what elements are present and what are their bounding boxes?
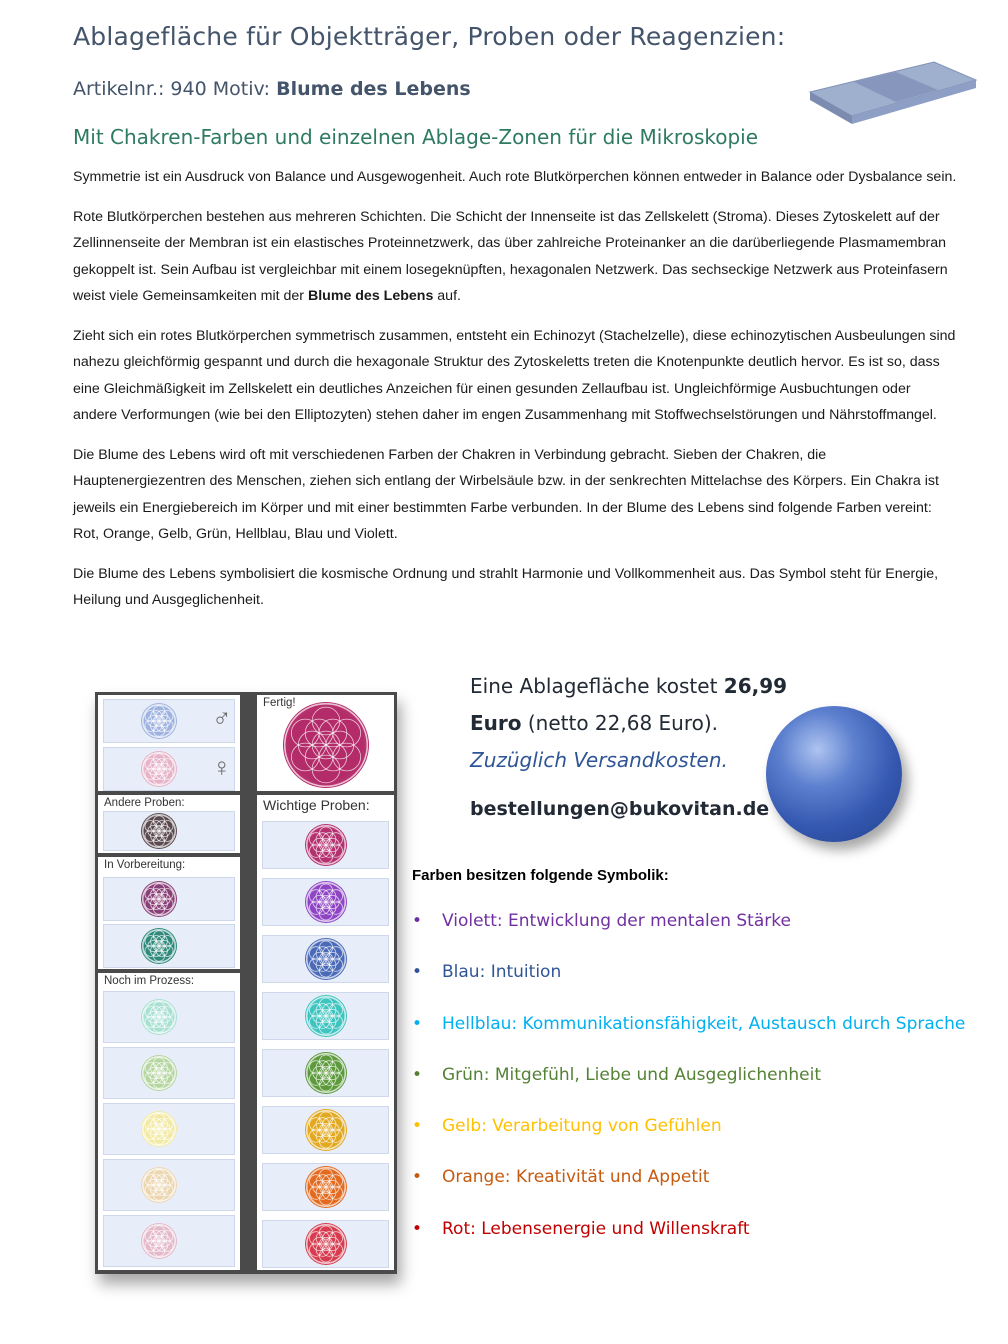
price-block: [470, 668, 788, 779]
article-prefix: Artikelnr.: 940 Motiv:: [73, 78, 277, 100]
shipping-note: Zuzüglich Versandkosten.: [470, 748, 728, 772]
flower-of-life-icon: [306, 1167, 346, 1207]
bullet-icon: •: [412, 1116, 423, 1137]
sphere-image: [766, 706, 902, 842]
flower-of-life-icon: [142, 1056, 176, 1090]
bullet-icon: •: [412, 1167, 423, 1188]
slide-tray-icon: [806, 58, 978, 130]
flower-pattern: [142, 814, 176, 848]
bullet-icon: •: [412, 1013, 423, 1034]
price-line-2: [470, 705, 770, 742]
bullet-icon: •: [412, 1218, 423, 1239]
flower-of-life-icon: [142, 929, 176, 963]
paragraph-2b: auf.: [433, 288, 461, 304]
cell-andere: [98, 795, 240, 853]
order-email[interactable]: bestellungen@bukovitan.de: [470, 798, 770, 820]
flower-of-life-icon: [306, 1224, 346, 1264]
body-text: [73, 164, 958, 627]
paragraph-2-bold: Blume des Lebens: [307, 288, 434, 304]
article-motif: Blume des Lebens: [276, 78, 471, 100]
symbolik-item: [412, 1065, 965, 1116]
symbolik-text: Grün: Mitgefühl, Liebe und Ausgeglichenheit: [442, 1064, 821, 1085]
flower-pattern: [306, 1224, 346, 1264]
symbolik-text: Orange: Kreativität und Appetit: [442, 1167, 710, 1188]
flower-pattern: [142, 1000, 176, 1034]
bullet-icon: •: [412, 1064, 423, 1085]
sample-slot: [262, 992, 389, 1040]
sample-slot: [262, 935, 389, 983]
label-vorbereitung: In Vorbereitung:: [104, 859, 186, 871]
flower-of-life-icon: [142, 752, 176, 786]
cell-wichtig: [257, 795, 394, 1270]
flower-pattern: [142, 1112, 176, 1146]
flower-pattern: [142, 882, 176, 916]
flower-of-life-icon: [142, 1112, 176, 1146]
paragraph-chakren: Die Blume des Lebens wird oft mit verschiedenen Farben der Chakren in Verbindung gebracht. Sieben der Chakren, die Hauptenergiezentren des Menschen, ziehen sich entlang der Wirbelsäule bzw. in der senkrechten Mittelachse des Körpers. Ein Chakra ist jeweils ein Energiebereich im Körper und mit einer bestimmten Farbe verbunden. In der Blume des Lebens sind folgende Farben vereint: Rot, Orange, Gelb, Grün, Hellblau, Blau und Violett.: [73, 446, 939, 542]
symbolik-item: [412, 911, 965, 962]
male-icon: ♂: [212, 702, 232, 732]
flower-of-life-icon: [142, 704, 176, 738]
sample-slot: [103, 699, 235, 743]
symbolik-item: [412, 1014, 965, 1065]
label-fertig: Fertig!: [263, 697, 296, 709]
symbolik-text: Violett: Entwicklung der mentalen Stärke: [442, 911, 791, 931]
sample-slot: [103, 811, 235, 851]
price-currency: Euro: [470, 711, 522, 735]
flower-pattern: [142, 704, 176, 738]
symbolik-item: [412, 962, 965, 1013]
sample-slot: [103, 991, 235, 1043]
cell-fertig: [257, 695, 394, 791]
tray-image: [95, 692, 397, 1274]
flower-of-life-icon: [306, 1053, 346, 1093]
flower-of-life-icon: [306, 939, 346, 979]
sample-slot: [262, 1220, 389, 1268]
symbolik-item: [412, 1219, 965, 1270]
subtitle: Mit Chakren-Farben und einzelnen Ablage-Zonen für die Mikroskopie: [73, 125, 759, 149]
cell-vorbereitung: [98, 857, 240, 969]
cell-prozess: [98, 973, 240, 1270]
flower-of-life-icon: [142, 882, 176, 916]
flower-pattern: [306, 1110, 346, 1150]
flower-of-life-icon: [142, 1168, 176, 1202]
flower-pattern: [306, 996, 346, 1036]
article-number: [73, 78, 471, 100]
symbolik-text: Gelb: Verarbeitung von Gefühlen: [442, 1116, 722, 1137]
flower-pattern: [306, 1053, 346, 1093]
sample-slot: [262, 1049, 389, 1097]
flower-pattern: [306, 825, 346, 865]
flower-pattern: [142, 929, 176, 963]
sample-slot: [103, 747, 235, 791]
flower-pattern: [142, 752, 176, 786]
price-prefix: Eine Ablagefläche kostet: [470, 674, 724, 698]
flower-pattern: [306, 1167, 346, 1207]
flower-of-life-icon: [306, 882, 346, 922]
flower-of-life-icon: [142, 1000, 176, 1034]
flower-pattern: [142, 1224, 176, 1258]
paragraph-symmetrie: Symmetrie ist ein Ausdruck von Balance und Ausgewogenheit. Auch rote Blutkörperchen können entweder in Balance oder Dysbalance sein.: [73, 169, 957, 185]
sample-slot: [103, 924, 235, 968]
bullet-icon: •: [412, 911, 423, 931]
paragraph-blutkoerperchen: [73, 204, 958, 310]
paragraph-symbol: Die Blume des Lebens symbolisiert die kosmische Ordnung und strahlt Harmonie und Vollkommenheit aus. Das Symbol steht für Energie, Heilung und Ausgeglichenheit.: [73, 565, 939, 608]
bullet-icon: •: [412, 962, 423, 983]
price-netto: (netto 22,68 Euro).: [521, 711, 719, 735]
symbolik-item: [412, 1116, 965, 1167]
label-prozess: Noch im Prozess:: [104, 975, 195, 987]
paragraph-echinozyt: Zieht sich ein rotes Blutkörperchen symmetrisch zusammen, entsteht ein Echinozyt (Stachelzelle), diese echinozytischen Ausbeulungen sind nahezu gleichförmig gespannt und durch die hexagonale Struktur des Zytoskeletts treten die Knotenpunkte deutlich hervor. Es ist so, dass eine Gleichmäßigkeit im Zellskelett ein deutliches Anzeichen für einen gesunden Zellaufbau ist. Ungleichförmige Ausbuchtungen oder andere Verformungen (wie bei den Elliptozyten) stehen daher im engen Zusammenhang mit Stoffwechselstörungen und Nährstoffmangel.: [73, 327, 956, 423]
sample-slot: [262, 1106, 389, 1154]
flower-of-life-icon: [306, 825, 346, 865]
sample-slot: [262, 1163, 389, 1211]
flower-of-life-icon: [306, 1110, 346, 1150]
cell-gender: [98, 695, 240, 791]
label-andere: Andere Proben:: [104, 797, 185, 809]
female-icon: ♀: [212, 752, 232, 782]
sample-slot: [262, 821, 389, 869]
flower-of-life-icon: [306, 996, 346, 1036]
tray-grid: [95, 692, 397, 1274]
symbolik-text: Hellblau: Kommunikationsfähigkeit, Austausch durch Sprache: [442, 1013, 966, 1034]
sample-slot: [103, 877, 235, 921]
symbolik-list: [412, 911, 965, 1270]
sample-slot: [103, 1103, 235, 1155]
label-wichtig: Wichtige Proben:: [263, 797, 370, 813]
sample-slot: [103, 1047, 235, 1099]
sample-slot: [103, 1215, 235, 1267]
symbolik-item: [412, 1167, 965, 1218]
flower-pattern: [142, 1168, 176, 1202]
symbolik-text: Rot: Lebensenergie und Willenskraft: [442, 1218, 750, 1239]
flower-pattern: [306, 882, 346, 922]
page-title: Ablagefläche für Objektträger, Proben oder Reagenzien:: [73, 22, 786, 51]
price-value: 26,99: [723, 674, 788, 698]
flower-of-life-icon: [284, 703, 368, 787]
sample-slot: [103, 1159, 235, 1211]
price-line-1: [470, 668, 788, 705]
symbolik-text: Blau: Intuition: [442, 962, 562, 983]
flower-of-life-icon: [142, 1224, 176, 1258]
sample-slot: [262, 878, 389, 926]
flower-pattern: [284, 703, 368, 787]
paragraph-2a: Rote Blutkörperchen bestehen aus mehreren Schichten. Die Schicht der Innenseite ist das Zellskelett (Stroma). Dieses Zytoskelett auf der Zellinnenseite der Membran ist ein elastisches Proteinnetzwerk, das über zahlreiche Proteinanker an die darüberliegende Plasmamembran gekoppelt ist. Sein Aufbau ist vergleichbar mit einem losegeknüpften, hexagonalen Netzwerk. Das sechseckige Netzwerk aus Proteinfasern weist viele Gemeinsamkeiten mit der: [73, 208, 948, 304]
flower-pattern: [142, 1056, 176, 1090]
symbolik-heading: Farben besitzen folgende Symbolik:: [412, 867, 669, 884]
flower-of-life-icon: [142, 814, 176, 848]
flower-pattern: [306, 939, 346, 979]
